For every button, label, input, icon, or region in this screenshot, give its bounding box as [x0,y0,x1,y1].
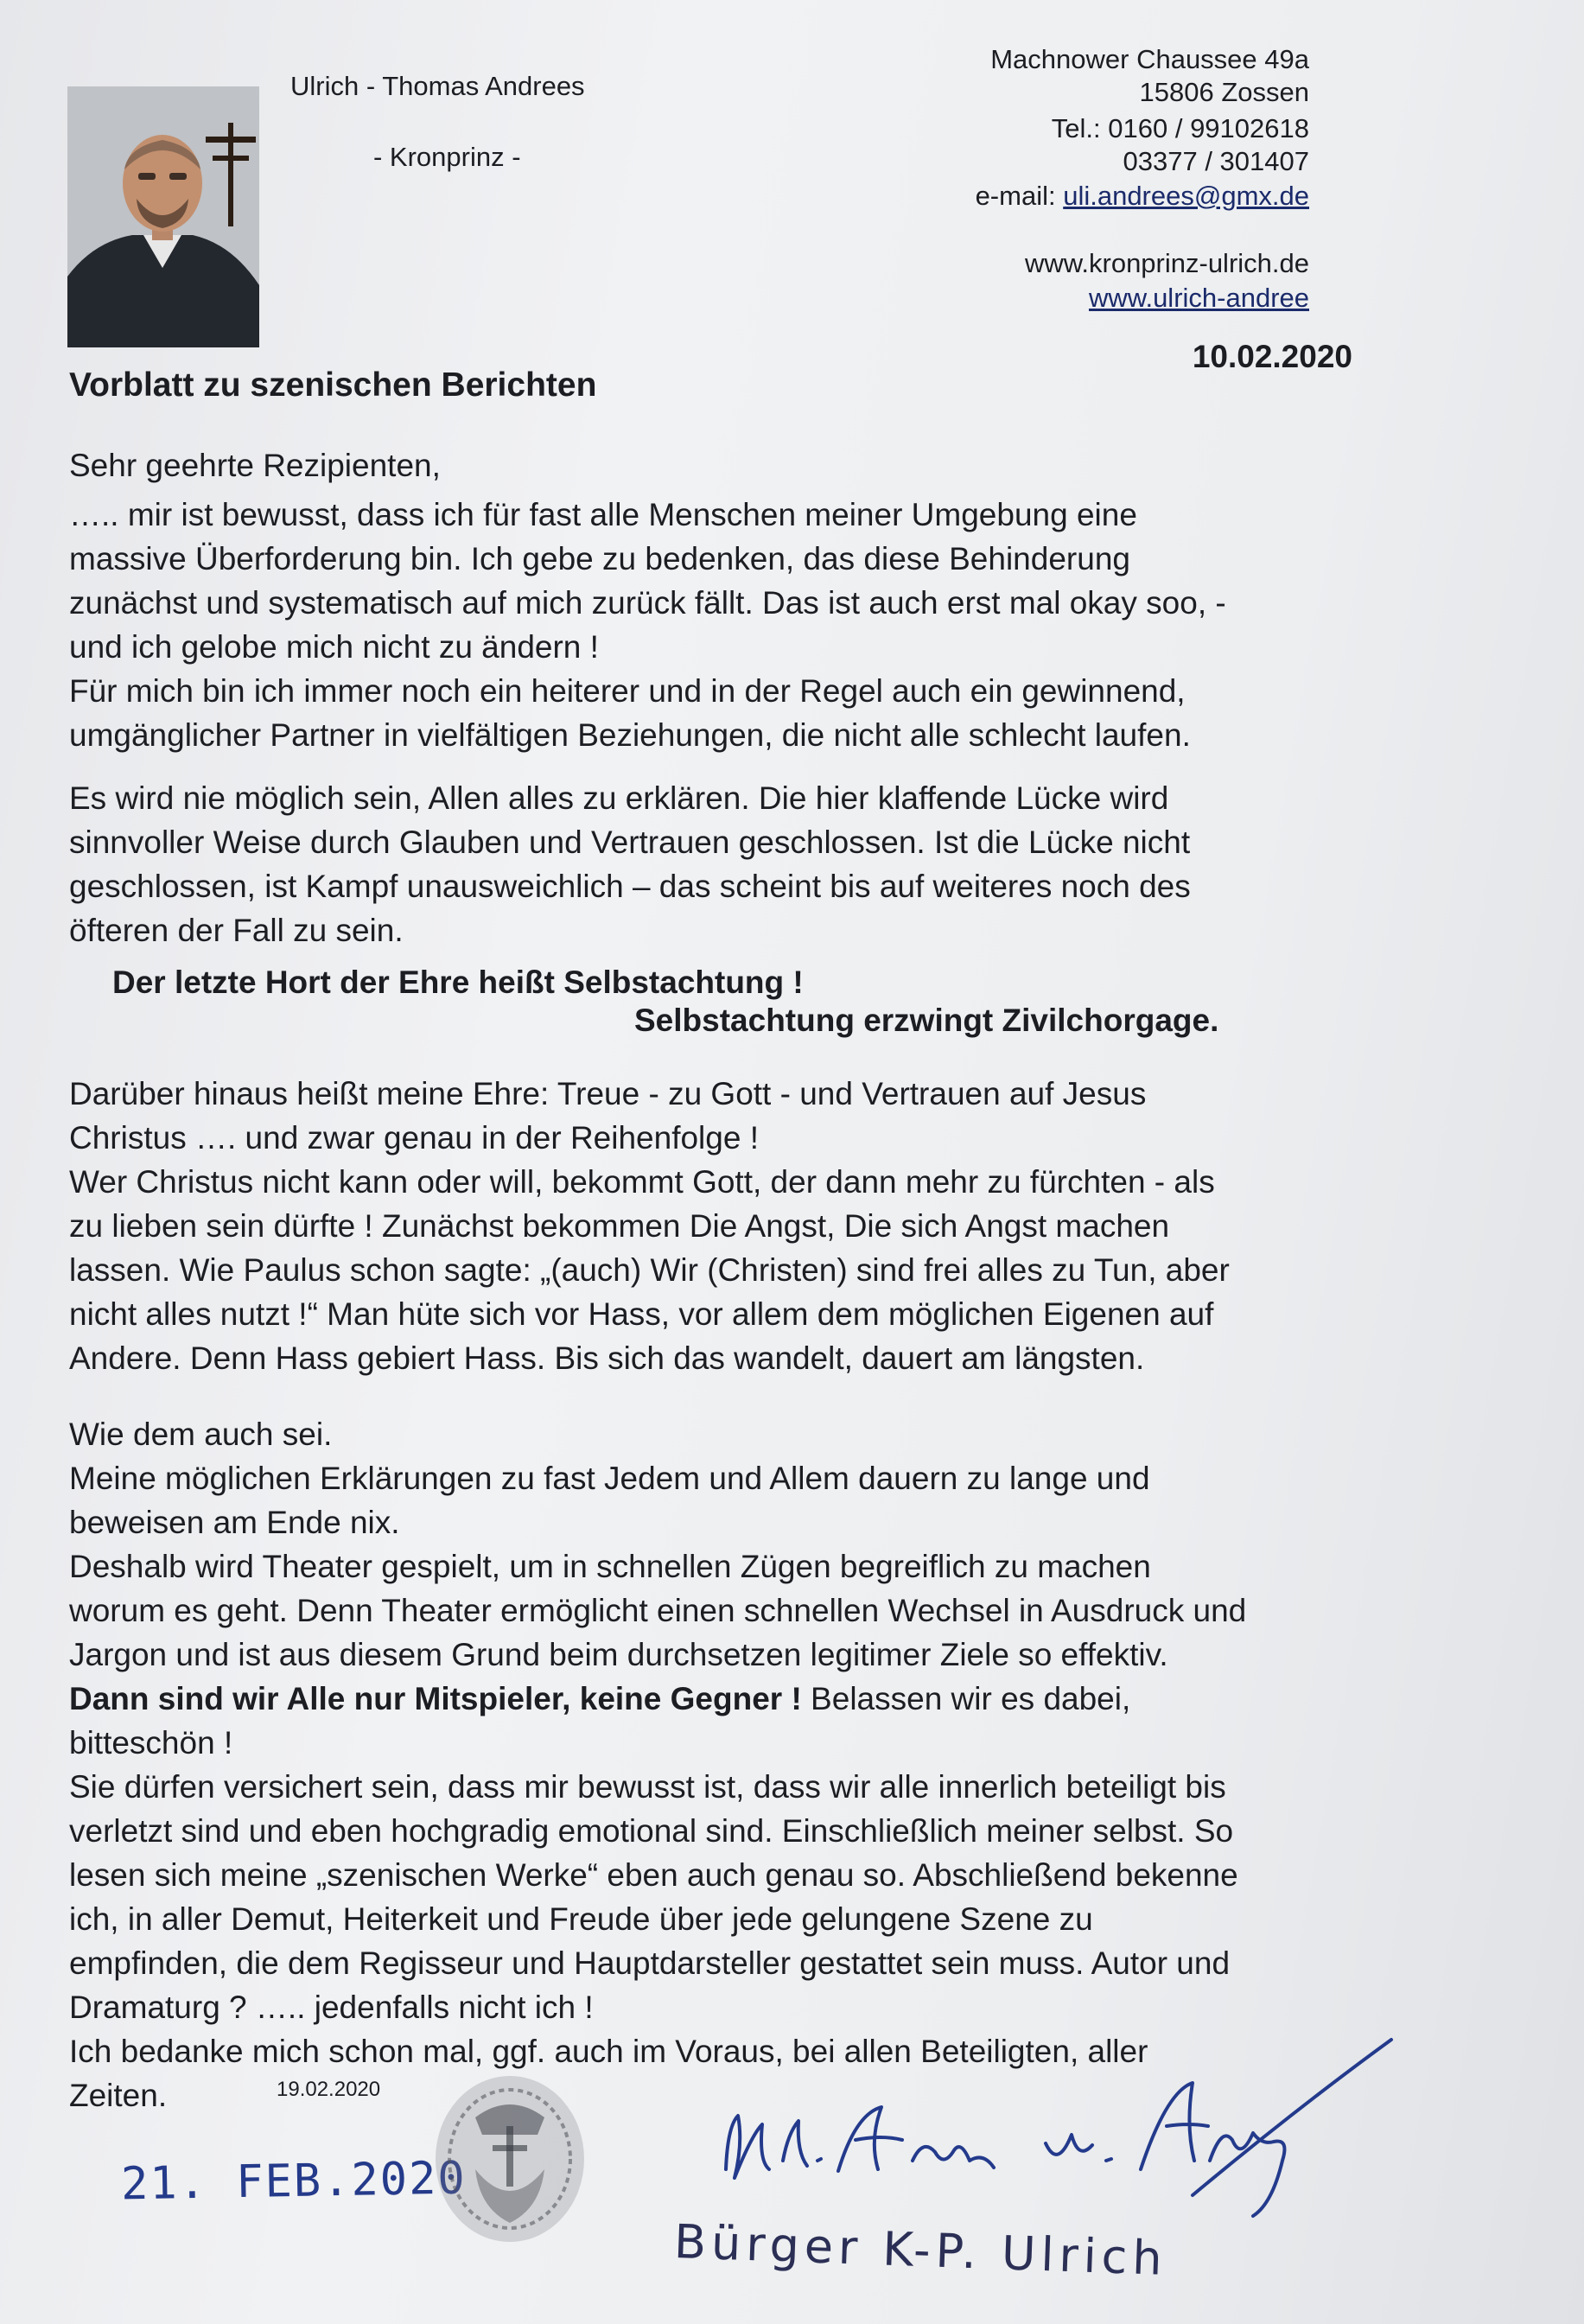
text-line: ich, in aller Demut, Heiterkeit und Freude über jede gelungene Szene zu [69,1901,1093,1937]
text-line: Für mich bin ich immer noch ein heiterer und in der Regel auch ein gewinnend, [69,673,1186,709]
website-link-1[interactable]: www.kronprinz-ulrich.de [1024,248,1309,278]
text-line: Dramaturg ? ….. jedenfalls nicht ich ! [69,1990,594,2025]
handwritten-signature-icon [709,2031,1400,2230]
text-line: lassen. Wie Paulus schon sagte: „(auch) Wir (Christen) sind frei alles zu Tun, aber [69,1252,1230,1288]
text-line: Meine möglichen Erklärungen zu fast Jedem und Allem dauern zu lange und [69,1461,1150,1496]
email-link[interactable]: uli.andrees@gmx.de [1063,181,1309,211]
text-line [69,1677,1486,1721]
text-line: beweisen am Ende nix. [69,1505,400,1540]
text-line: geschlossen, ist Kampf unausweichlich – das scheint bis auf weiteres noch des [69,869,1191,904]
text-line: verletzt sind und eben hochgradig emotional sind. Einschließlich meiner selbst. So [69,1813,1234,1849]
website-link-2[interactable]: www.ulrich-andree [1089,283,1309,313]
small-date: 19.02.2020 [277,2078,381,2101]
text-line: lesen sich meine „szenischen Werke“ eben auch genau so. Abschließend bekenne [69,1857,1238,1893]
bold-statement: Dann sind wir Alle nur Mitspieler, keine Gegner ! [69,1681,802,1716]
text-line: und ich gelobe mich nicht zu ändern ! [69,629,599,665]
text-line: massive Überforderung bin. Ich gebe zu bedenken, das diese Behinderung [69,541,1130,576]
signer-name: Bürger K-P. Ulrich [673,2214,1168,2286]
text-line: Jargon und ist aus diesem Grund beim durchsetzen legitimer Ziele so effektiv. [69,1637,1168,1672]
text-line: Deshalb wird Theater gespielt, um in schnellen Zügen begreiflich zu machen [69,1549,1151,1584]
portrait-with-cross-icon [67,86,259,347]
crest-seal-icon [423,2066,596,2247]
text-line: Sie dürfen versichert sein, dass mir bewusst ist, dass wir alle innerlich beteiligt bis [69,1769,1226,1805]
phone-secondary: 03377 / 301407 [1123,146,1309,176]
text-line: umgänglicher Partner in vielfältigen Beziehungen, die nicht alle schlecht laufen. [69,717,1191,753]
email-line [976,180,1309,213]
salutation: Sehr geehrte Rezipienten, [69,448,441,483]
text-line: Darüber hinaus heißt meine Ehre: Treue - zu Gott - und Vertrauen auf Jesus [69,1076,1147,1111]
phone-primary: Tel.: 0160 / 99102618 [1051,113,1309,143]
text-line: Es wird nie möglich sein, Allen alles zu erklären. Die hier klaffende Lücke wird [69,780,1169,816]
paragraph-4 [69,1412,1486,2117]
paragraph-2 [69,776,1486,952]
text-line: worum es geht. Denn Theater ermöglicht einen schnellen Wechsel in Ausdruck und [69,1593,1247,1628]
text-line: Christus …. und zwar genau in der Reihenfolge ! [69,1120,759,1156]
text-line: zu lieben sein dürfte ! Zunächst bekommen Die Angst, Die sich Angst machen [69,1208,1170,1244]
address-street: Machnower Chaussee 49a [990,44,1309,74]
text-line: sinnvoller Weise durch Glauben und Vertrauen geschlossen. Ist die Lücke nicht [69,825,1191,860]
email-label: e-mail: [975,181,1064,211]
text-line: zunächst und systematisch auf mich zurück fällt. Das ist auch erst mal okay soo, - [69,585,1226,621]
sender-name: Ulrich - Thomas Andrees [290,71,585,101]
text-line: Wer Christus nicht kann oder will, bekommt Gott, der dann mehr zu fürchten - als [69,1164,1215,1200]
text-line: empfinden, die dem Regisseur und Hauptdarsteller gestattet sein muss. Autor und [69,1945,1231,1981]
text-line: nicht alles nutzt !“ Man hüte sich vor Hass, vor allem dem möglichen Eigenen auf [69,1296,1214,1332]
paragraph-3 [69,1072,1486,1380]
text-line: öfteren der Fall zu sein. [69,913,404,948]
text-line: Ich bedanke mich schon mal, ggf. auch im Voraus, bei allen Beteiligten, aller [69,2034,1148,2069]
text-line: Wie dem auch sei. [69,1417,333,1452]
paragraph-1 [69,493,1486,757]
text-line: Andere. Denn Hass gebiert Hass. Bis sich das wandelt, dauert am längsten. [69,1340,1145,1376]
text-line: Zeiten. [69,2078,168,2113]
date-stamp: 21. FEB.2020 [120,2152,468,2211]
sender-title: - Kronprinz - [373,142,521,172]
text-fragment: Belassen wir es dabei, [801,1681,1131,1716]
letter-heading: Vorblatt zu szenischen Berichten [69,366,597,404]
motto-line-1: Der letzte Hort der Ehre heißt Selbstachtung ! [112,965,804,1000]
letter-date: 10.02.2020 [1192,339,1352,374]
motto-line-2: Selbstachtung erzwingt Zivilchorgage. [634,1003,1219,1038]
text-line: bitteschön ! [69,1725,233,1761]
text-line: ….. mir ist bewusst, dass ich für fast alle Menschen meiner Umgebung eine [69,497,1137,532]
address-city: 15806 Zossen [1139,77,1309,107]
